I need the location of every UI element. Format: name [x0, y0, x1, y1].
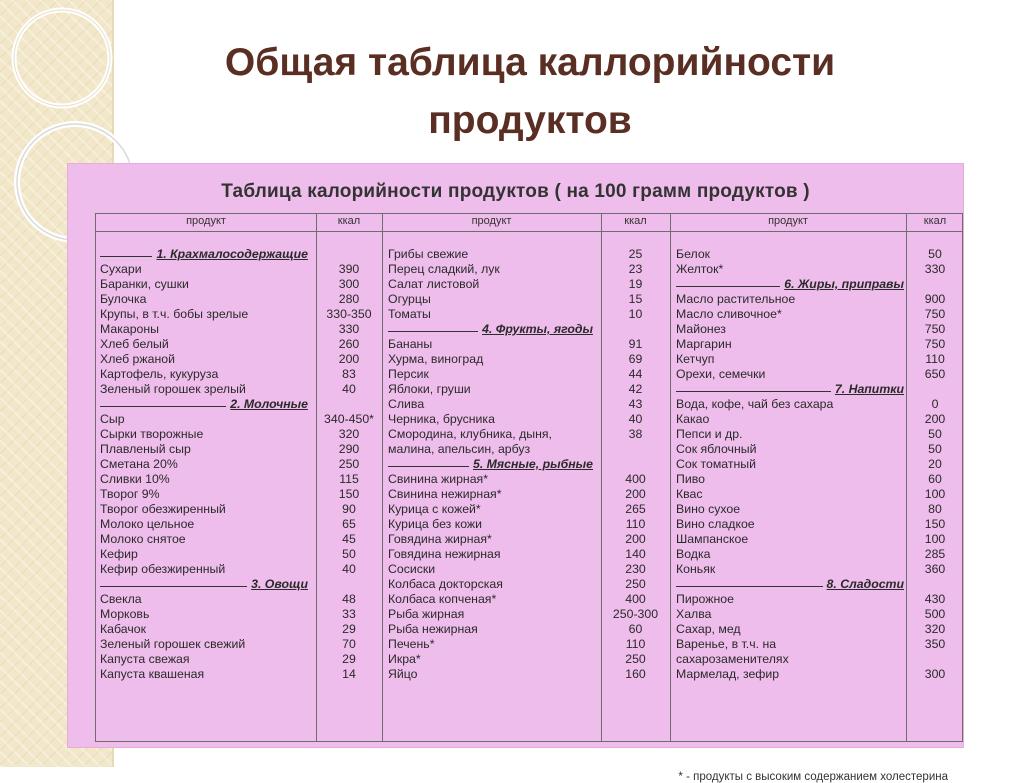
kcal-value: 400 — [625, 472, 646, 486]
section-title: 2. Молочные — [226, 397, 308, 412]
product-name: Сухари — [100, 262, 142, 276]
kcal-value: 29 — [342, 622, 356, 636]
product-name: Курица без кожи — [388, 517, 483, 531]
product-name: Масло растительное — [676, 292, 796, 306]
product-name: Хлеб ржаной — [100, 352, 175, 366]
table-row — [388, 637, 670, 652]
section-heading — [100, 577, 382, 592]
kcal-value: 100 — [924, 487, 946, 501]
section-heading — [676, 382, 964, 397]
product-name: сахарозаменителях — [676, 652, 789, 666]
table-row — [388, 412, 670, 427]
table-row — [676, 532, 964, 547]
kcal-value: 400 — [625, 592, 646, 606]
kcal-value: 10 — [628, 307, 643, 321]
product-name: Зеленый горошек свежий — [100, 637, 246, 651]
product-name: Морковь — [100, 607, 150, 621]
kcal-value: 19 — [628, 277, 643, 291]
table-row — [100, 547, 382, 562]
kcal-value: 265 — [625, 502, 646, 516]
kcal-value: 200 — [625, 532, 646, 546]
kcal-value: 110 — [925, 352, 945, 366]
product-name: Яйцо — [388, 667, 418, 681]
product-name: Икра* — [388, 652, 421, 666]
kcal-value: 40 — [628, 412, 643, 426]
kcal-value: 65 — [342, 517, 356, 531]
product-name: Бананы — [388, 337, 433, 351]
product-name: Сок томатный — [676, 457, 757, 471]
product-name: Печень* — [388, 637, 435, 651]
table-row — [676, 502, 964, 517]
product-name: Кабачок — [100, 622, 146, 636]
kcal-value: 40 — [342, 562, 356, 576]
section-heading — [388, 322, 670, 337]
kcal-value: 25 — [628, 247, 643, 261]
kcal-value: 60 — [928, 472, 942, 486]
slide-title-line-2: продуктов — [428, 99, 632, 142]
table-row — [100, 427, 382, 442]
table-row — [388, 337, 670, 352]
product-name: Водка — [676, 547, 711, 561]
kcal-value: 230 — [625, 562, 646, 576]
product-name: Свинина жирная* — [388, 472, 488, 486]
product-name: Персик — [388, 367, 429, 381]
product-name: Коньяк — [676, 562, 716, 576]
product-name: Рыба нежирная — [388, 622, 478, 636]
table-row — [676, 472, 964, 487]
kcal-value: 250 — [625, 652, 646, 666]
table-row — [676, 652, 964, 667]
kcal-value: 340-450* — [324, 412, 374, 426]
kcal-value: 23 — [628, 262, 643, 276]
product-name: Грибы свежие — [388, 247, 469, 261]
table-row — [388, 247, 670, 262]
product-name: Сыр — [100, 412, 125, 426]
table-row — [676, 322, 964, 337]
column-header-kcal: ккал — [923, 215, 947, 227]
product-name: Сосиски — [388, 562, 436, 576]
section-title: 5. Мясные, рыбные — [469, 457, 593, 472]
table-row — [388, 292, 670, 307]
section-heading — [676, 277, 964, 292]
product-name: Кетчуп — [676, 352, 715, 366]
table-row — [100, 592, 382, 607]
kcal-value: 250 — [338, 457, 360, 471]
table-row — [388, 562, 670, 577]
table-row — [100, 472, 382, 487]
product-name: Варенье, в т.ч. на — [676, 637, 777, 651]
table-row — [100, 262, 382, 277]
kcal-value: 100 — [924, 532, 946, 546]
table-row — [676, 397, 964, 412]
kcal-value: 80 — [928, 502, 942, 516]
section-heading — [100, 397, 382, 412]
column-header-kcal: ккал — [624, 215, 647, 227]
kcal-value: 40 — [342, 382, 356, 396]
product-name: Шампанское — [676, 532, 749, 546]
table-row — [388, 547, 670, 562]
product-name: Творог 9% — [100, 487, 160, 501]
product-name: Колбаса копченая* — [388, 592, 497, 606]
table-row — [388, 262, 670, 277]
table-row — [676, 592, 964, 607]
product-name: Огурцы — [388, 292, 431, 306]
table-row — [100, 277, 382, 292]
product-name: Рыба жирная — [388, 607, 465, 621]
kcal-value: 44 — [628, 367, 643, 381]
product-name: Кефир — [100, 547, 138, 561]
kcal-value: 300 — [924, 667, 946, 681]
table-footnote: * - продукты с высоким содержанием холестерина — [678, 771, 948, 783]
table-row — [100, 622, 382, 637]
table-row — [388, 592, 670, 607]
calorie-table-photo — [67, 163, 964, 783]
kcal-value: 430 — [924, 592, 946, 606]
kcal-value: 150 — [338, 487, 360, 501]
section-title: 1. Крахмалосодержащие — [152, 247, 308, 262]
table-row — [388, 307, 670, 322]
column-header-product: продукт — [768, 215, 808, 227]
slide-title — [120, 34, 940, 150]
kcal-value: 33 — [342, 607, 356, 621]
product-name: Пиво — [676, 472, 705, 486]
kcal-value: 45 — [342, 532, 356, 546]
table-row — [100, 562, 382, 577]
product-name: Белок — [676, 247, 711, 261]
table-row — [388, 382, 670, 397]
table-row — [100, 352, 382, 367]
product-name: Молоко снятое — [100, 532, 186, 546]
kcal-value: 750 — [924, 337, 946, 351]
table-row — [388, 517, 670, 532]
kcal-value: 69 — [628, 352, 643, 366]
table-row — [388, 652, 670, 667]
table-row — [100, 607, 382, 622]
kcal-value: 200 — [338, 352, 360, 366]
table-row — [388, 622, 670, 637]
kcal-value: 38 — [628, 427, 643, 441]
product-name: Пирожное — [676, 592, 734, 606]
column-header-product: продукт — [186, 215, 226, 227]
section-title: 7. Напитки — [831, 382, 904, 397]
product-name: Хурма, виноград — [388, 352, 484, 366]
kcal-value: 360 — [924, 562, 946, 576]
table-column-2 — [388, 247, 670, 682]
product-name: Колбаса докторская — [388, 577, 503, 591]
table-row — [100, 517, 382, 532]
product-name: Халва — [676, 607, 712, 621]
table-row — [388, 607, 670, 622]
kcal-value: 330 — [924, 262, 946, 276]
kcal-value: 750 — [924, 307, 946, 321]
product-name: Сок яблочный — [676, 442, 757, 456]
section-heading — [676, 577, 964, 592]
kcal-value: 43 — [628, 397, 643, 411]
product-name: Томаты — [388, 307, 431, 321]
table-row — [100, 322, 382, 337]
slide-title-line-1: Общая таблица каллорийности — [224, 41, 836, 84]
table-row — [676, 622, 964, 637]
table-row — [676, 637, 964, 652]
table-row — [676, 262, 964, 277]
kcal-value: 160 — [625, 667, 646, 681]
product-name: Картофель, кукуруза — [100, 367, 219, 381]
kcal-value: 350 — [924, 637, 946, 651]
table-row — [676, 337, 964, 352]
product-name: Смородина, клубника, дыня, — [388, 427, 552, 441]
header-divider — [96, 231, 962, 232]
product-name: Какао — [676, 412, 710, 426]
product-name: Баранки, сушки — [100, 277, 189, 291]
product-name: Желток* — [676, 262, 724, 276]
product-name: Майонез — [676, 322, 726, 336]
column-divider — [382, 214, 383, 741]
table-row — [100, 487, 382, 502]
product-name: Хлеб белый — [100, 337, 169, 351]
kcal-value: 390 — [338, 262, 360, 276]
kcal-value: 285 — [924, 547, 946, 561]
kcal-value: 330 — [338, 322, 360, 336]
table-row — [676, 562, 964, 577]
table-row — [676, 307, 964, 322]
kcal-value: 140 — [625, 547, 646, 561]
kcal-value: 70 — [342, 637, 356, 651]
kcal-value: 280 — [338, 292, 360, 306]
table-row — [388, 427, 670, 442]
section-title: 8. Сладости — [823, 577, 904, 592]
kcal-value: 0 — [931, 397, 939, 411]
product-name: Вино сухое — [676, 502, 741, 516]
product-name: Свекла — [100, 592, 142, 606]
product-name: Пепси и др. — [676, 427, 743, 441]
kcal-value: 150 — [924, 517, 946, 531]
product-name: Квас — [676, 487, 703, 501]
column-header-kcal: ккал — [337, 215, 361, 227]
table-row — [100, 337, 382, 352]
kcal-value: 200 — [924, 412, 946, 426]
table-row — [100, 292, 382, 307]
product-name: Яблоки, груши — [388, 382, 471, 396]
kcal-value: 260 — [338, 337, 360, 351]
product-name: Крупы, в т.ч. бобы зрелые — [100, 307, 249, 321]
product-name: Творог обезжиренный — [100, 502, 226, 516]
product-name: Салат листовой — [388, 277, 480, 291]
table-row — [388, 502, 670, 517]
table-row — [676, 247, 964, 262]
table-row — [676, 667, 964, 682]
kcal-value: 320 — [338, 427, 360, 441]
product-name: малина, апельсин, арбуз — [388, 442, 531, 456]
product-name: Сырки творожные — [100, 427, 204, 441]
kcal-value: 330-350 — [326, 307, 372, 321]
column-divider — [670, 214, 671, 741]
product-name: Маргарин — [676, 337, 732, 351]
column-header-product: продукт — [471, 215, 512, 227]
table-row — [100, 412, 382, 427]
kcal-value: 90 — [342, 502, 356, 516]
table-row — [388, 472, 670, 487]
section-title: 3. Овощи — [247, 577, 308, 592]
kcal-value: 320 — [924, 622, 946, 636]
section-heading — [388, 457, 670, 472]
table-row — [388, 577, 670, 592]
kcal-value: 750 — [924, 322, 946, 336]
table-row — [100, 457, 382, 472]
product-name: Говядина жирная* — [388, 532, 492, 546]
kcal-value: 110 — [625, 637, 646, 651]
kcal-value: 250-300 — [612, 607, 659, 621]
product-name: Масло сливочное* — [676, 307, 782, 321]
kcal-value: 300 — [338, 277, 360, 291]
table-row — [388, 487, 670, 502]
product-name: Перец сладкий, лук — [388, 262, 500, 276]
table-row — [388, 397, 670, 412]
product-name: Свинина нежирная* — [388, 487, 502, 501]
product-name: Сметана 20% — [100, 457, 178, 471]
product-name: Кефир обезжиренный — [100, 562, 226, 576]
kcal-value: 15 — [628, 292, 643, 306]
kcal-value: 250 — [625, 577, 646, 591]
kcal-value: 50 — [928, 427, 942, 441]
kcal-value: 650 — [924, 367, 946, 381]
kcal-value: 42 — [628, 382, 643, 396]
table-row — [100, 367, 382, 382]
kcal-value: 115 — [339, 472, 359, 486]
table-row — [100, 502, 382, 517]
product-name: Курица с кожей* — [388, 502, 481, 516]
kcal-value: 500 — [924, 607, 946, 621]
product-name: Макароны — [100, 322, 160, 336]
calorie-table — [95, 213, 963, 783]
table-row — [676, 427, 964, 442]
product-name: Вино сладкое — [676, 517, 755, 531]
table-row — [100, 667, 382, 682]
product-name: Капуста квашеная — [100, 667, 205, 681]
kcal-value: 29 — [342, 652, 356, 666]
kcal-value: 200 — [625, 487, 646, 501]
table-row — [100, 652, 382, 667]
table-row — [676, 607, 964, 622]
product-name: Черника, брусника — [388, 412, 495, 426]
product-name: Вода, кофе, чай без сахара — [676, 397, 834, 411]
table-row — [388, 667, 670, 682]
section-title: 6. Жиры, приправы — [780, 277, 904, 292]
product-name: Говядина нежирная — [388, 547, 501, 561]
table-column-3 — [676, 247, 964, 682]
table-row — [100, 442, 382, 457]
table-row — [388, 442, 670, 457]
table-row — [676, 292, 964, 307]
kcal-value: 20 — [928, 457, 942, 471]
product-name: Булочка — [100, 292, 147, 306]
table-row — [388, 367, 670, 382]
table-row — [388, 532, 670, 547]
table-row — [100, 637, 382, 652]
table-row — [676, 367, 964, 382]
kcal-value: 900 — [924, 292, 946, 306]
kcal-value: 48 — [342, 592, 356, 606]
table-row — [676, 517, 964, 532]
product-name: Слива — [388, 397, 425, 411]
table-row — [676, 352, 964, 367]
product-name: Сливки 10% — [100, 472, 170, 486]
kcal-value: 91 — [628, 337, 643, 351]
table-row — [676, 457, 964, 472]
table-row — [388, 277, 670, 292]
table-column-1 — [100, 247, 382, 682]
kcal-value: 60 — [628, 622, 643, 636]
kcal-value: 83 — [342, 367, 356, 381]
kcal-value: 290 — [338, 442, 360, 456]
table-row — [100, 532, 382, 547]
product-name: Орехи, семечки — [676, 367, 766, 381]
table-row — [676, 442, 964, 457]
kcal-value: 50 — [928, 442, 942, 456]
table-row — [676, 487, 964, 502]
product-name: Капуста свежая — [100, 652, 190, 666]
table-row — [388, 352, 670, 367]
section-heading — [100, 247, 382, 262]
table-row — [676, 547, 964, 562]
table-heading: Таблица калорийности продуктов ( на 100 грамм продуктов ) — [221, 181, 810, 202]
kcal-value: 14 — [342, 667, 356, 681]
kcal-value: 50 — [342, 547, 356, 561]
product-name: Плавленый сыр — [100, 442, 191, 456]
kcal-value: 50 — [928, 247, 942, 261]
product-name: Сахар, мед — [676, 622, 741, 636]
product-name: Зеленый горошек зрелый — [100, 382, 246, 396]
section-title: 4. Фрукты, ягоды — [478, 322, 593, 337]
table-row — [100, 382, 382, 397]
product-name: Мармелад, зефир — [676, 667, 780, 681]
table-row — [100, 307, 382, 322]
kcal-value: 110 — [625, 517, 646, 531]
product-name: Молоко цельное — [100, 517, 195, 531]
table-row — [676, 412, 964, 427]
